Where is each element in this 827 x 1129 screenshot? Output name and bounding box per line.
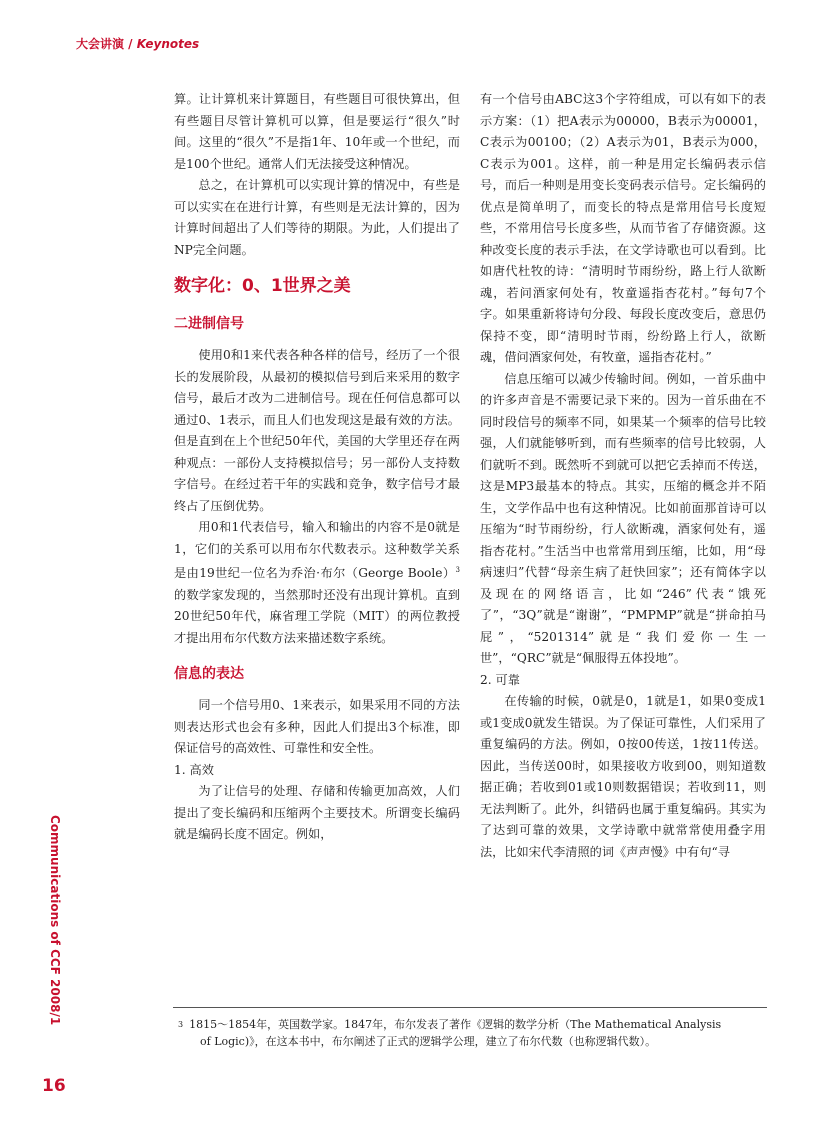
paragraph: 在传输的时候，0就是0，1就是1，如果0变成1或1变成0就发生错误。为了保证可靠性，人们采用了重复编码的方法。例如，0按00传送，1按11传送。因此，当传送00时，如果接收方收到00，则知道数据正确；若收到01或10则数据错误；若收到11，则无法判断了。此外，纠错码也属于重复编码。其实为了达到可靠的效果，文学诗歌中就常常使用叠字用法，比如宋代李清照的词《声声慢》中有句“寻 — [480, 694, 766, 859]
journal-title: Communications of CCF 2008/1 — [48, 815, 62, 1026]
footnote — [178, 1016, 766, 1050]
paragraph: 算。让计算机来计算题目，有些题目可很快算出，但有些题目尽管计算机可以算，但是要运行“很久”时间。这里的“很久”不是指1年、10年或一个世纪，而是100个世纪。通常人们无法接受这种情况。 — [174, 92, 460, 171]
footnote-marker: 3 — [455, 566, 460, 574]
footnote-text: 1815～1854年，英国数学家。1847年，布尔发表了著作《逻辑的数学分析（The Mathematical Analysis — [189, 1018, 722, 1031]
paragraph: 总之，在计算机可以实现计算的情况中，有些是可以实实在在进行计算，有些则是无法计算的，因为计算时间超出了人们等待的期限。为此，人们提出了NP完全问题。 — [174, 178, 460, 257]
paragraph: 同一个信号用0、1来表示，如果采用不同的方法则表达形式也会有多种，因此人们提出3个标准，即保证信号的高效性、可靠性和安全性。 — [174, 698, 460, 756]
list-item-reliability: 2. 可靠 — [480, 672, 520, 687]
paragraph-text: 的数学家发现的，当然那时还没有出现计算机。直到20世纪50年代，麻省理工学院（MIT）的两位教授才提出用布尔代数方法来描述数字系统。 — [174, 587, 460, 645]
subsection-title-expression: 信息的表达 — [174, 666, 244, 683]
footnote-mark: 3 — [178, 1020, 184, 1029]
section-header — [76, 35, 199, 52]
paragraph-boole — [174, 517, 460, 649]
paragraph: 有一个信号由ABC这3个字符组成，可以有如下的表示方案：（1）把A表示为00000，B表示为00001，C表示为00100；（2）A表示为01，B表示为000，C表示为001。这样，前一种是用定长编码表示信号，而后一种则是用变长变码表示信号。定长编码的优点是简单明了，而变长的特点是常用信号长度短些，不常用信号长度多些，从而节省了存储资源。这种改变长度的表示手法，在文学诗歌也可以看到。比如唐代杜牧的诗：“清明时节雨纷纷，路上行人欲断魂，若问酒家何处有，牧童遥指杏花村。”每句7个字。如果重新将诗句分段、每段长度改变后，意思仍保持不变，即“清明时节雨，纷纷路上行人，欲断魂，借问酒家何处，有牧童，遥指杏花村。” — [480, 92, 766, 364]
left-column — [174, 89, 460, 846]
footnote-line — [178, 1016, 766, 1033]
list-item-efficiency: 1. 高效 — [174, 762, 214, 777]
footnote-divider — [173, 1007, 767, 1008]
section-title: 数字化：0、1世界之美 — [174, 276, 351, 296]
paragraph-text: 用0和1代表信号，输入和输出的内容不是0就是1，它们的关系可以用布尔代数表示。这种数学关系是由19世纪一位名为乔治·布尔（George Boole） — [174, 520, 460, 581]
journal-sidebar — [40, 815, 62, 1037]
paragraph: 为了让信号的处理、存储和传输更加高效，人们提出了变长编码和压缩两个主要技术。所谓变长编码就是编码长度不固定。例如， — [174, 784, 460, 842]
section-header-en: Keynotes — [136, 37, 200, 51]
right-column — [480, 89, 766, 863]
subsection-title-binary-signal: 二进制信号 — [174, 316, 244, 332]
paragraph: 使用0和1来代表各种各样的信号，经历了一个很长的发展阶段，从最初的模拟信号到后来采用的数字信号，最后才改为二进制信号。现在任何信息都可以通过0、1表示，而且人们也发现这是最有效的方法。但是直到在上个世纪50年代，美国的大学里还存在两种观点：一部份人支持模拟信号；另一部份人支持数字信号。在经过若干年的实践和竞争，数字信号才最终占了压倒优势。 — [174, 348, 460, 513]
section-header-cn: 大会讲演 / — [76, 37, 133, 51]
footnote-line: of Logic)》，在这本书中，布尔阐述了正式的逻辑学公理，建立了布尔代数（也称逻辑代数）。 — [200, 1035, 657, 1048]
paragraph: 信息压缩可以减少传输时间。例如，一首乐曲中的许多声音是不需要记录下来的。因为一首乐曲在不同时段信号的频率不同，如果某一个频率的信号比较强，人们就能够听到，而有些频率的信号比较弱，人们就听不到。既然听不到就可以把它丢掉而不传送，这是MP3最基本的特点。其实，压缩的概念并不陌生，文学作品中也有这种情况。比如前面那首诗可以压缩为“时节雨纷纷，行人欲断魂，酒家何处有，遥指杏花村。”生活当中也常常用到压缩，比如，用“母病速归”代替“母亲生病了赶快回家”；还有简体字以及现在的网络语言，比如“246”代表“饿死了”，“3Q”就是“谢谢”，“PMPMP”就是“拼命拍马屁”，“5201314”就是“我们爱你一生一世”，“QRC”就是“佩服得五体投地”。 — [480, 371, 766, 665]
page-number: 16 — [42, 1076, 66, 1096]
